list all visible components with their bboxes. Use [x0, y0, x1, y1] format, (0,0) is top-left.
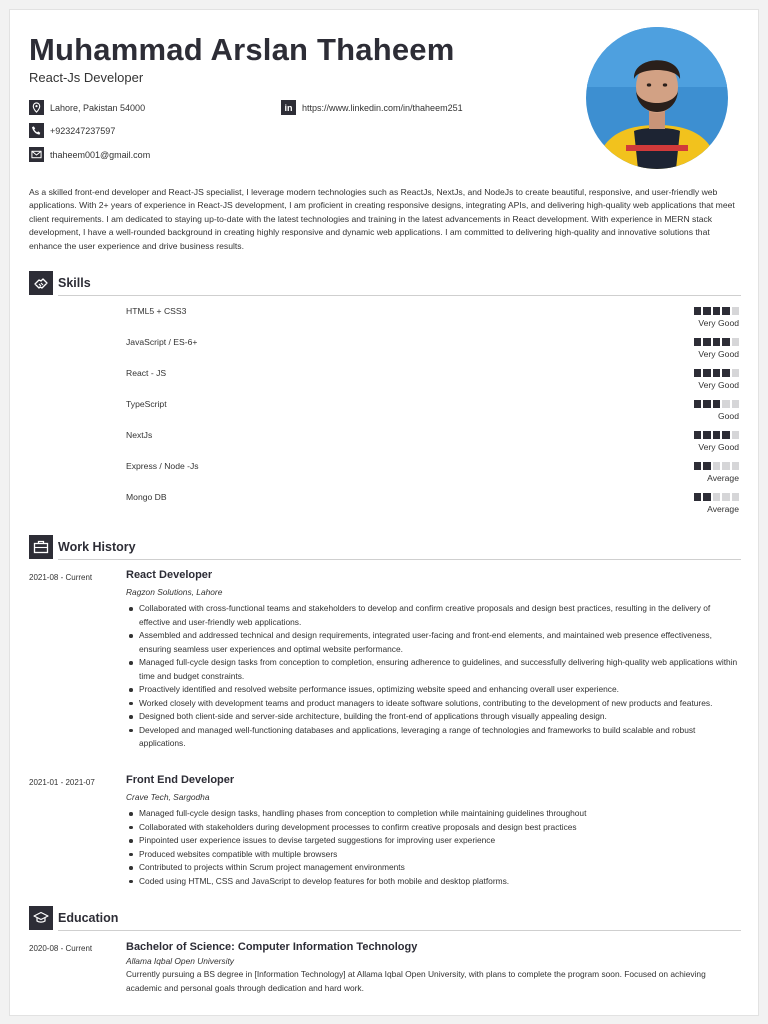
- work-heading: Work History: [58, 540, 136, 554]
- candidate-name: Muhammad Arslan Thaheem: [29, 32, 455, 67]
- rating-bar-filled: [703, 338, 711, 346]
- education-school: Allama Iqbal Open University: [126, 956, 234, 966]
- skill-name: Mongo DB: [126, 492, 167, 502]
- rating-bar-filled: [703, 462, 711, 470]
- education-heading: Education: [58, 911, 119, 925]
- rating-bar-filled: [713, 338, 721, 346]
- rating-bar-empty: [732, 493, 740, 501]
- job-company: Crave Tech, Sargodha: [126, 792, 210, 802]
- rating-bar-filled: [703, 400, 711, 408]
- work-section-header: [29, 535, 741, 561]
- skill-name: TypeScript: [126, 399, 167, 409]
- contact-email: [29, 147, 150, 162]
- rating-bar-filled: [694, 400, 702, 408]
- job-company: Ragzon Solutions, Lahore: [126, 587, 223, 597]
- skill-level: Very Good: [698, 380, 739, 390]
- job-bullet: Worked closely with development teams and product managers to ideate software solutions, contributing to the development of new products and features.: [126, 697, 740, 711]
- job-bullet: Designed both client-side and server-side architecture, building the front-end of applications through visually appealing design.: [126, 710, 740, 724]
- rating-bar-filled: [713, 431, 721, 439]
- education-section-header: [29, 906, 741, 932]
- job-bullet: Produced websites compatible with multiple browsers: [126, 848, 740, 862]
- rating-bar-empty: [722, 493, 730, 501]
- skill-rating-bars: [692, 338, 740, 346]
- job-bullet: Collaborated with stakeholders during development processes to confirm creative proposals and design best practices: [126, 821, 740, 835]
- skill-level: Very Good: [698, 318, 739, 328]
- rating-bar-filled: [703, 369, 711, 377]
- skill-rating-bars: [692, 369, 740, 377]
- skill-name: Express / Node -Js: [126, 461, 199, 471]
- rating-bar-filled: [694, 369, 702, 377]
- education-dates: 2020-08 - Current: [29, 944, 93, 953]
- job-position: Front End Developer: [126, 774, 235, 786]
- skill-row: [29, 337, 741, 363]
- linkedin-link[interactable]: https://www.linkedin.com/in/thaheem251: [302, 102, 463, 113]
- envelope-icon: [29, 147, 44, 162]
- job-title: React-Js Developer: [29, 70, 144, 85]
- profile-photo: [586, 27, 728, 169]
- education-degree: Bachelor of Science: Computer Information Technology: [126, 941, 418, 953]
- skill-rating-bars: [692, 462, 740, 470]
- rating-bar-filled: [694, 307, 702, 315]
- skill-row: [29, 461, 741, 487]
- rating-bar-empty: [732, 400, 740, 408]
- section-divider: [58, 559, 741, 560]
- skill-rating-bars: [692, 493, 740, 501]
- rating-bar-filled: [713, 307, 721, 315]
- rating-bar-filled: [694, 338, 702, 346]
- rating-bar-filled: [722, 338, 730, 346]
- skill-level: Very Good: [698, 442, 739, 452]
- phone-icon: [29, 123, 44, 138]
- job-position: React Developer: [126, 569, 213, 581]
- rating-bar-filled: [722, 307, 730, 315]
- rating-bar-empty: [722, 400, 730, 408]
- map-pin-icon: [29, 100, 44, 115]
- briefcase-icon: [29, 535, 53, 559]
- skill-rating-bars: [692, 431, 740, 439]
- rating-bar-filled: [703, 431, 711, 439]
- job-bullet: Developed and managed well-functioning databases and applications, leveraging a range of technologies and frameworks to build scalable and robust applications.: [126, 724, 740, 751]
- phone-text: +923247237597: [50, 125, 116, 136]
- section-divider: [58, 295, 741, 296]
- contact-phone: [29, 123, 115, 138]
- rating-bar-empty: [732, 462, 740, 470]
- job-bullet: Proactively identified and resolved website performance issues, optimizing website speed and enhancing overall user experience.: [126, 683, 740, 697]
- job-bullet: Assembled and addressed technical and design requirements, integrated user-facing and front-end elements, and maintained web presence effectiveness, ensuring seamless user experiences and optimal website performance.: [126, 629, 740, 656]
- skills-section-header: [29, 271, 741, 297]
- rating-bar-filled: [713, 400, 721, 408]
- rating-bar-empty: [713, 493, 721, 501]
- skills-heading: Skills: [58, 276, 91, 290]
- rating-bar-filled: [694, 431, 702, 439]
- rating-bar-filled: [722, 369, 730, 377]
- skill-row: [29, 368, 741, 394]
- rating-bar-empty: [732, 307, 740, 315]
- skill-level: Average: [707, 504, 739, 514]
- job-bullet: Coded using HTML, CSS and JavaScript to develop features for both mobile and desktop platforms.: [126, 875, 740, 889]
- job-bullet: Managed full-cycle design tasks, handling phases from conception to completion while maintaining guidelines throughout: [126, 807, 740, 821]
- job-bullet: Contributed to projects within Scrum project management environments: [126, 861, 740, 875]
- rating-bar-empty: [732, 369, 740, 377]
- job-dates: 2021-08 - Current: [29, 573, 93, 582]
- skill-row: [29, 492, 741, 518]
- skill-name: HTML5 + CSS3: [126, 306, 187, 316]
- professional-summary: As a skilled front-end developer and React-JS specialist, I leverage modern technologies such as ReactJs, NextJs, and NodeJs to create beautiful, responsive, and user-friendly web applications. With 2+ years of experience in React-JS development, I am proficient in creating responsive designs, integrating APIs, and delivering high-quality web applications that meet client requirements. I am dedicated to staying up-to-date with the latest technologies and training in the latest advancements in React development. With experience in MERN stack development, I have a well-rounded background in creating highly responsive and dynamic web applications. I am committed to delivering high-quality and innovative solutions that enhance the user experience and drive business results.: [29, 187, 735, 251]
- skill-row: [29, 306, 741, 332]
- linkedin-icon: in: [281, 100, 296, 115]
- rating-bar-filled: [713, 369, 721, 377]
- skill-rating-bars: [692, 400, 740, 408]
- contact-location: [29, 100, 145, 115]
- skill-rating-bars: [692, 307, 740, 315]
- section-divider: [58, 930, 741, 931]
- rating-bar-empty: [732, 338, 740, 346]
- job-bullets: [126, 807, 740, 888]
- handshake-icon: [29, 271, 53, 295]
- skill-row: [29, 399, 741, 425]
- skill-level: Very Good: [698, 349, 739, 359]
- skill-row: [29, 430, 741, 456]
- skill-name: NextJs: [126, 430, 153, 440]
- job-bullet: Collaborated with cross-functional teams and stakeholders to develop and confirm creative proposals and design best practices, resulting in the delivery of effective and user-friendly web applications.: [126, 602, 740, 629]
- job-bullet: Managed full-cycle design tasks from conception to completion, ensuring adherence to guidelines, and successfully delivering high-quality web applications within time and budget constraints.: [126, 656, 740, 683]
- skill-level: Good: [717, 411, 739, 421]
- rating-bar-empty: [722, 462, 730, 470]
- education-description: Currently pursuing a BS degree in [Information Technology] at Allama Iqbal Open University, with plans to complete the program soon. Focused on achieving academic and personal goals through dedication and hard work.: [126, 969, 706, 993]
- skill-level: Average: [707, 473, 739, 483]
- job-dates: 2021-01 - 2021-07: [29, 778, 95, 787]
- rating-bar-filled: [703, 493, 711, 501]
- email-link[interactable]: thaheem001@gmail.com: [50, 149, 151, 160]
- resume-page: [9, 9, 759, 1016]
- rating-bar-empty: [713, 462, 721, 470]
- location-text: Lahore, Pakistan 54000: [50, 102, 146, 113]
- job-bullet: Pinpointed user experience issues to devise targeted suggestions for improving user experience: [126, 834, 740, 848]
- rating-bar-filled: [694, 493, 702, 501]
- skill-name: JavaScript / ES-6+: [126, 337, 198, 347]
- job-bullets: [126, 602, 740, 751]
- graduation-cap-icon: [29, 906, 53, 930]
- rating-bar-filled: [722, 431, 730, 439]
- contact-linkedin: [281, 100, 463, 115]
- rating-bar-filled: [703, 307, 711, 315]
- skill-name: React - JS: [126, 368, 167, 378]
- rating-bar-empty: [732, 431, 740, 439]
- rating-bar-filled: [694, 462, 702, 470]
